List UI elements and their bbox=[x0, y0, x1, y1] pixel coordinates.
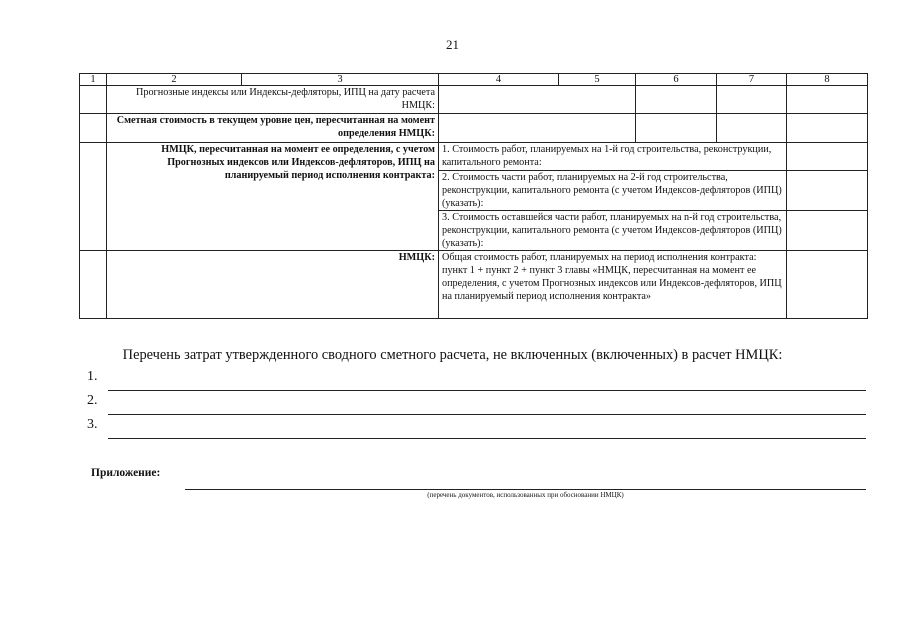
fill-line bbox=[108, 414, 866, 415]
header-cell: 5 bbox=[559, 74, 636, 86]
list-item-number: 1. bbox=[87, 369, 98, 384]
row-label: Сметная стоимость в текущем уровне цен, пересчитанная на момент определения НМЦК: bbox=[107, 114, 439, 143]
list-item-number: 3. bbox=[87, 417, 98, 432]
appendix-fill-line bbox=[185, 489, 866, 490]
header-cell: 8 bbox=[787, 74, 868, 86]
table-row bbox=[80, 143, 868, 171]
page-number: 21 bbox=[446, 37, 459, 52]
table-header-row bbox=[80, 74, 868, 86]
header-cell: 3 bbox=[242, 74, 439, 86]
appendix-caption: (перечень документов, использованных при обосновании НМЦК) bbox=[427, 491, 624, 499]
row-description: Общая стоимость работ, планируемых на период исполнения контракта: пункт 1 + пункт 2 + пункт 3 главы «НМЦК, пересчитанная на момент ее определения, с учетом Прогнозных индексов или Индексов-дефляторов, ИПЦ на планируемый период исполнения контракта» bbox=[439, 251, 787, 319]
header-cell: 6 bbox=[636, 74, 717, 86]
list-title: Перечень затрат утвержденного сводного сметного расчета, не включенных (включенных) в расчет НМЦК: bbox=[122, 347, 783, 363]
row-description: 3. Стоимость оставшейся части работ, планируемых на n-й год строительства, реконструкции, капитального ремонта (с учетом Индексов-дефляторов (ИПЦ) (указать): bbox=[439, 211, 787, 251]
row-label: НМЦК, пересчитанная на момент ее определения, с учетом Прогнозных индексов или Индексов-дефляторов, ИПЦ на планируемый период исполнения контракта: bbox=[107, 143, 439, 251]
table-row bbox=[80, 86, 868, 114]
appendix-label: Приложение: bbox=[91, 467, 161, 479]
header-cell: 1 bbox=[80, 74, 107, 86]
row-description: 1. Стоимость работ, планируемых на 1-й год строительства, реконструкции, капитального ремонта: bbox=[439, 143, 787, 171]
cost-table bbox=[79, 73, 868, 319]
header-cell: 4 bbox=[439, 74, 559, 86]
row-label: НМЦК: bbox=[107, 251, 439, 319]
fill-line bbox=[108, 390, 866, 391]
fill-line bbox=[108, 438, 866, 439]
row-label: Прогнозные индексы или Индексы-дефляторы, ИПЦ на дату расчета НМЦК: bbox=[107, 86, 439, 114]
table-row bbox=[80, 251, 868, 319]
table-row bbox=[80, 114, 868, 143]
row-description: 2. Стоимость части работ, планируемых на 2-й год строительства, реконструкции, капитального ремонта (с учетом Индексов-дефляторов (ИПЦ) (указать): bbox=[439, 171, 787, 211]
list-item-number: 2. bbox=[87, 393, 98, 408]
header-cell: 2 bbox=[107, 74, 242, 86]
header-cell: 7 bbox=[717, 74, 787, 86]
